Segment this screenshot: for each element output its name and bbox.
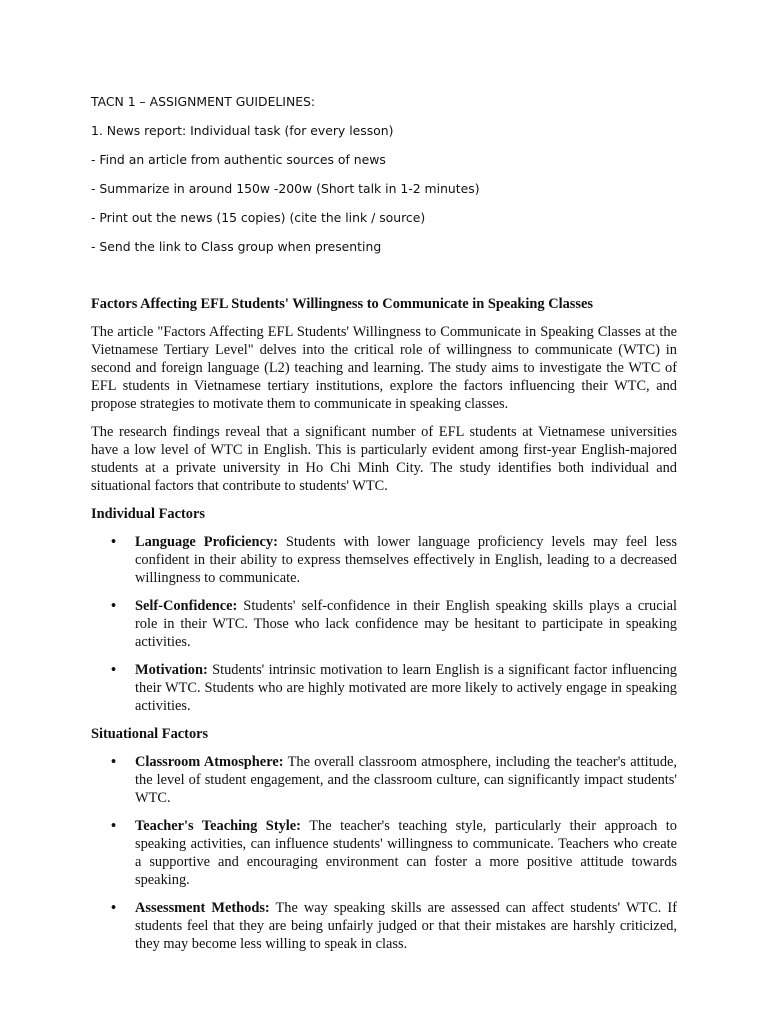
list-item	[91, 753, 677, 807]
article-paragraph: The article "Factors Affecting EFL Students' Willingness to Communicate in Speaking Classes at the Vietnamese Tertiary Level" delves into the critical role of willingness to communicate (WTC) in second and foreign language (L2) teaching and learning. The study aims to investigate the WTC of EFL students in Vietnamese tertiary institutions, explore the factors influencing their WTC, and propose strategies to motivate them to communicate in speaking classes.	[91, 324, 677, 412]
situational-factors-heading: Situational Factors	[91, 726, 209, 742]
bullet-icon: •	[111, 754, 117, 770]
article-paragraph: The research findings reveal that a significant number of EFL students at Vietnamese universities have a low level of WTC in English. This is particularly evident among first-year English-majored students at a private university in Ho Chi Minh City. The study identifies both individual and situational factors that contribute to students' WTC.	[91, 424, 677, 494]
list-item	[91, 661, 677, 715]
list-item	[91, 899, 677, 953]
article-summary	[91, 295, 677, 963]
individual-factors-list	[91, 533, 677, 715]
factor-text: The teacher's teaching style, particularly their approach to speaking activities, can influence students' willingness to communicate. Teachers who create a supportive and encouraging environment can foster a more positive attitude towards speaking.	[135, 818, 677, 888]
factor-text: Students with lower language proficiency levels may feel less confident in their ability to express themselves effectively in English, leading to a decreased willingness to communicate.	[135, 534, 677, 586]
factor-term: Self-Confidence:	[135, 598, 238, 614]
list-item	[91, 533, 677, 587]
factor-text: The way speaking skills are assessed can affect students' WTC. If students feel that they are being unfairly judged or that their mistakes are harshly criticized, they may become less willing to speak in class.	[135, 900, 677, 952]
guidelines-title: TACN 1 – ASSIGNMENT GUIDELINES:	[91, 94, 316, 109]
situational-factors-list	[91, 753, 677, 953]
factor-term: Assessment Methods:	[135, 900, 270, 916]
article-heading: Factors Affecting EFL Students' Willingness to Communicate in Speaking Classes	[91, 296, 593, 312]
list-item	[91, 597, 677, 651]
factor-term: Motivation:	[135, 662, 208, 678]
factor-term: Teacher's Teaching Style:	[135, 818, 301, 834]
bullet-icon: •	[111, 818, 117, 834]
factor-text: The overall classroom atmosphere, including the teacher's attitude, the level of student engagement, and the classroom culture, can significantly impact students' WTC.	[135, 754, 677, 806]
bullet-icon: •	[111, 534, 117, 550]
guideline-line: - Find an article from authentic sources of news	[91, 152, 386, 167]
guideline-line: 1. News report: Individual task (for every lesson)	[91, 123, 394, 138]
individual-factors-heading: Individual Factors	[91, 506, 205, 522]
guideline-line: - Send the link to Class group when presenting	[91, 239, 382, 254]
factor-text: Students' intrinsic motivation to learn English is a significant factor influencing their WTC. Students who are highly motivated are more likely to actively engage in speaking activities.	[135, 662, 677, 714]
bullet-icon: •	[111, 662, 117, 678]
assignment-guidelines	[91, 93, 681, 267]
list-item	[91, 817, 677, 889]
guideline-line: - Summarize in around 150w -200w (Short talk in 1-2 minutes)	[91, 181, 480, 196]
factor-term: Classroom Atmosphere:	[135, 754, 284, 770]
factor-text: Students' self-confidence in their English speaking skills plays a crucial role in their WTC. Those who lack confidence may be hesitant to participate in speaking activities.	[135, 598, 677, 650]
guideline-line: - Print out the news (15 copies) (cite the link / source)	[91, 210, 426, 225]
bullet-icon: •	[111, 900, 117, 916]
bullet-icon: •	[111, 598, 117, 614]
factor-term: Language Proficiency:	[135, 534, 278, 550]
